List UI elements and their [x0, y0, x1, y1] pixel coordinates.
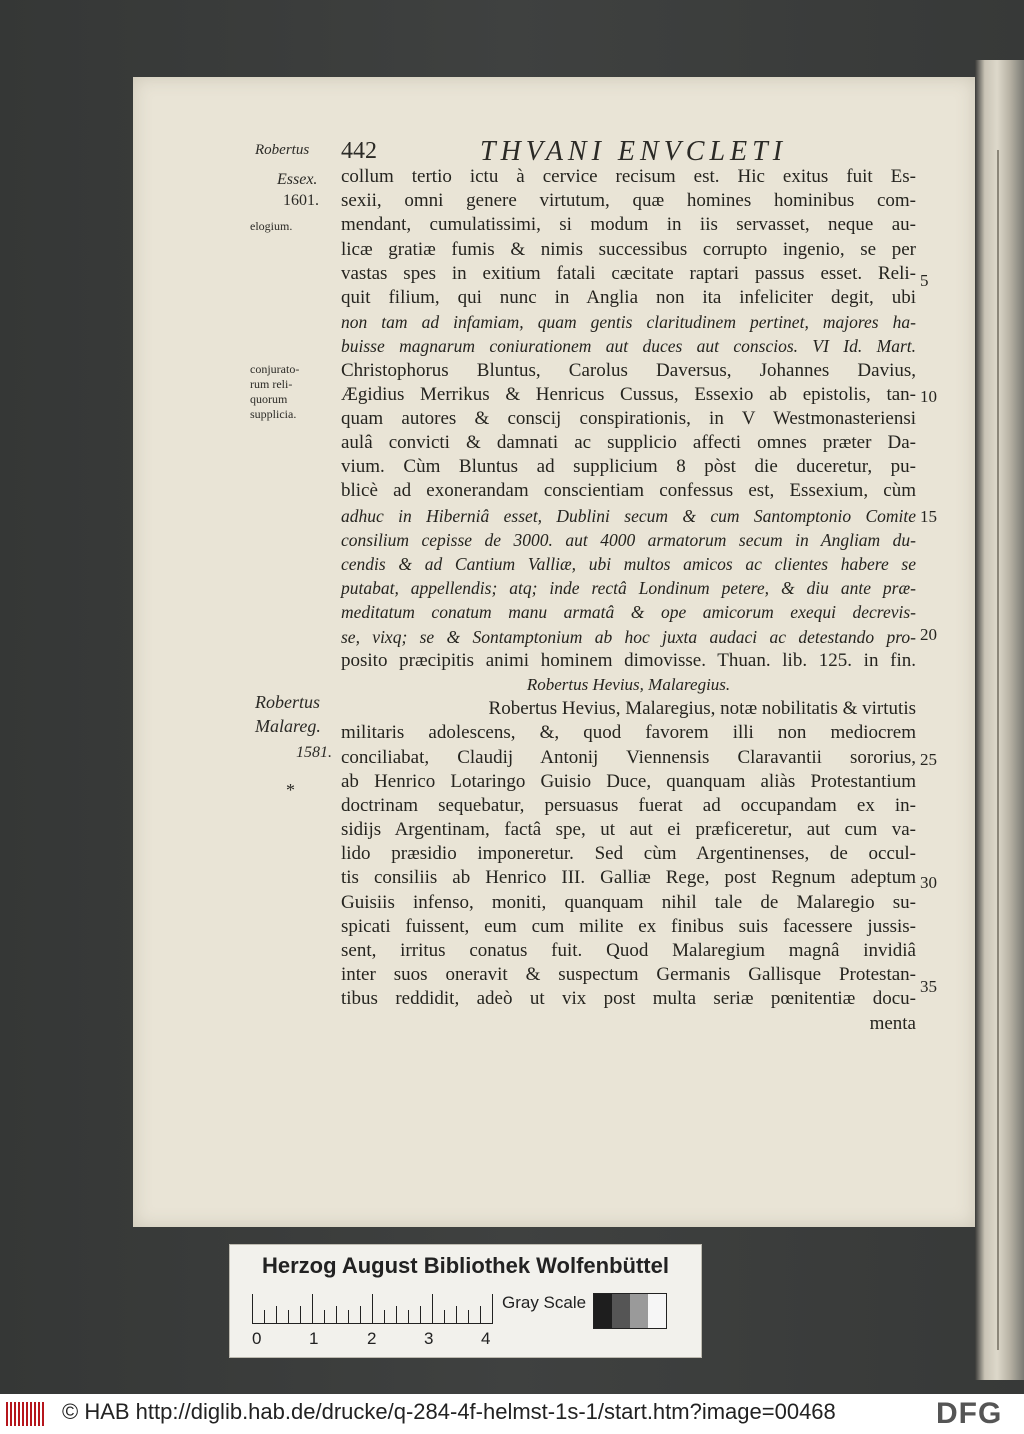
- text-line: vium. Cùm Bluntus ad supplicium 8 pòst die duceretur, pu-: [341, 456, 916, 478]
- ruler-digit: 2: [367, 1329, 377, 1348]
- text-line: buisse magnarum coniurationem aut duces aut conscios. VI Id. Mart.: [341, 336, 916, 357]
- body-text: [341, 165, 916, 1036]
- text-line: tibus reddidit, adeò ut vix post multa seriæ pœnitentiæ docu-: [341, 988, 916, 1010]
- running-name: Robertus: [255, 142, 310, 158]
- text-line: doctrinam sequebatur, persuasus fuerat ad occupandam ex in-: [341, 794, 916, 816]
- margin-note-asterisk: *: [286, 780, 295, 800]
- footer-bar: [0, 1394, 1024, 1434]
- margin-note-essex-name: Essex.: [277, 171, 318, 188]
- text-line: adhuc in Hiberniâ esset, Dublini secum & cum Santomptonio Comite: [341, 505, 916, 526]
- ruler-scale: [252, 1323, 492, 1324]
- text-line: meditatum conatum manu armatâ & ope amicorum exequi decrevis-: [341, 602, 916, 623]
- line-number: 30: [920, 873, 937, 892]
- text-line: inter suos oneravit & suspectum Germanis Gallisque Protestan-: [341, 964, 916, 986]
- text-line: quit filium, qui nunc in Anglia non ita infeliciter degit, ubi: [341, 286, 916, 308]
- text-line: putabat, appellendis; atq; inde rectâ Londinum petere, & diu ante præ-: [341, 578, 916, 599]
- line-number: 10: [920, 387, 937, 406]
- text-line: Christophorus Bluntus, Carolus Daversus, Johannes Davius,: [341, 359, 916, 381]
- next-page-edge: [975, 60, 1024, 1380]
- text-line: cendis & ad Cantium Valliæ, ubi multos amicos ac clientes habere se: [341, 554, 916, 574]
- ruler-digit: 0: [252, 1329, 262, 1348]
- text-line: sidijs Argentinam, factâ spe, ut aut ei præficeretur, aut cum va-: [341, 819, 916, 841]
- color-ruler-card: [229, 1244, 702, 1358]
- margin-note-line: conjurato-: [250, 362, 300, 376]
- line-number: 20: [920, 625, 937, 644]
- dfg-logo: DFG: [936, 1397, 1003, 1430]
- text-line: Ægidius Merrikus & Henricus Cussus, Essexio ab epistolis, tan-: [341, 383, 916, 405]
- text-line: Robertus Hevius, Malaregius, notæ nobilitatis & virtutis: [488, 698, 916, 720]
- ruler-digit: 4: [481, 1329, 491, 1348]
- line-number: 25: [920, 750, 937, 769]
- footer-permalink[interactable]: © HAB http://diglib.hab.de/drucke/q-284-4f-helmst-1s-1/start.htm?image=00468: [62, 1399, 836, 1424]
- text-line: ab Henrico Lotaringo Guisio Duce, quanquam aliàs Protestantium: [341, 770, 916, 792]
- text-line: sexii, omni genere virtutum, quæ homines hominibus com-: [341, 190, 916, 212]
- page-number: 442: [341, 138, 377, 164]
- margin-note-line: quorum: [250, 392, 288, 406]
- margin-note-robertus: [255, 690, 321, 738]
- hab-logo-icon: [6, 1402, 46, 1426]
- line-number: 35: [920, 977, 937, 996]
- text-line: licæ gratiæ fumis & nimis successibus corrupto ingenio, se per: [341, 238, 916, 260]
- text-line: sent, irritus conatus fuit. Quod Malaregium magnâ invidiâ: [341, 940, 916, 961]
- margin-note-essex-year: 1601.: [283, 192, 319, 209]
- margin-note-robertus-year: 1581.: [296, 744, 332, 761]
- section-heading: Robertus Hevius, Malaregius.: [526, 674, 731, 694]
- text-line: se, vixq; se & Sontamptonium ab hoc juxta audaci ac detestando pro-: [341, 626, 916, 647]
- text-line: quam autores & conscij conspirationis, in V Westmonasteriensi: [341, 407, 916, 429]
- text-line: spicati fuissent, eum cum milite ex finibus suis facessere jussis-: [341, 915, 916, 937]
- text-line: lido præsidio imponeretur. Sed cùm Argentinenses, de occul-: [341, 843, 916, 865]
- text-line: mendant, cumulatissimi, si modum in iis servasset, neque au-: [341, 214, 916, 236]
- ruler-title: Herzog August Bibliothek Wolfenbüttel: [262, 1253, 669, 1278]
- text-line: blicè ad exonerandam conscientiam confessus est, Essexium, cùm: [341, 480, 916, 502]
- margin-note-conjurati: [250, 362, 299, 422]
- gray-scale-swatch: [593, 1293, 667, 1329]
- text-line: menta: [869, 1012, 916, 1034]
- text-line: conciliabat, Claudij Antonij Viennensis Claravantii sororius,: [341, 746, 916, 768]
- line-number: 5: [920, 271, 929, 290]
- line-number: 15: [920, 507, 937, 526]
- text-line: consilium cepisse de 3000. aut 4000 armatorum secum in Angliam du-: [341, 529, 916, 550]
- text-line: aulâ convicti & damnati ac supplicio affecti omnes præter Da-: [341, 432, 916, 454]
- text-line: non tam ad infamiam, quam gentis claritudinem pertinet, majores ha-: [341, 312, 916, 333]
- text-line: posito præcipitis animi hominem dimovisse. Thuan. lib. 125. in fin.: [341, 649, 916, 671]
- text-line: Guisiis infenso, moniti, quanquam nihil tale de Malaregio su-: [341, 891, 916, 913]
- margin-note-line: supplicia.: [250, 407, 297, 421]
- ruler-digit: 1: [309, 1329, 319, 1348]
- text-line: militaris adolescens, &, quod favorem illi non mediocrem: [341, 722, 916, 744]
- margin-note-line: rum reli-: [250, 377, 293, 391]
- text-line: vastas spes in exitium fatali cæcitate raptari passus esset. Reli-: [341, 262, 916, 284]
- margin-note-line: Malareg.: [255, 716, 321, 736]
- running-title: THVANI ENVCLETI: [480, 136, 788, 167]
- margin-note-elogium: elogium.: [250, 219, 293, 233]
- text-line: tis consiliis ab Henrico III. Galliæ Rege, post Regnum adeptum: [341, 867, 916, 889]
- text-line: collum tertio ictu à cervice recisum est. Hic exitus fuit Es-: [341, 166, 916, 187]
- ruler-digit: 3: [424, 1329, 434, 1348]
- margin-note-line: Robertus: [255, 692, 320, 712]
- gray-scale-label: Gray Scale: [502, 1293, 587, 1312]
